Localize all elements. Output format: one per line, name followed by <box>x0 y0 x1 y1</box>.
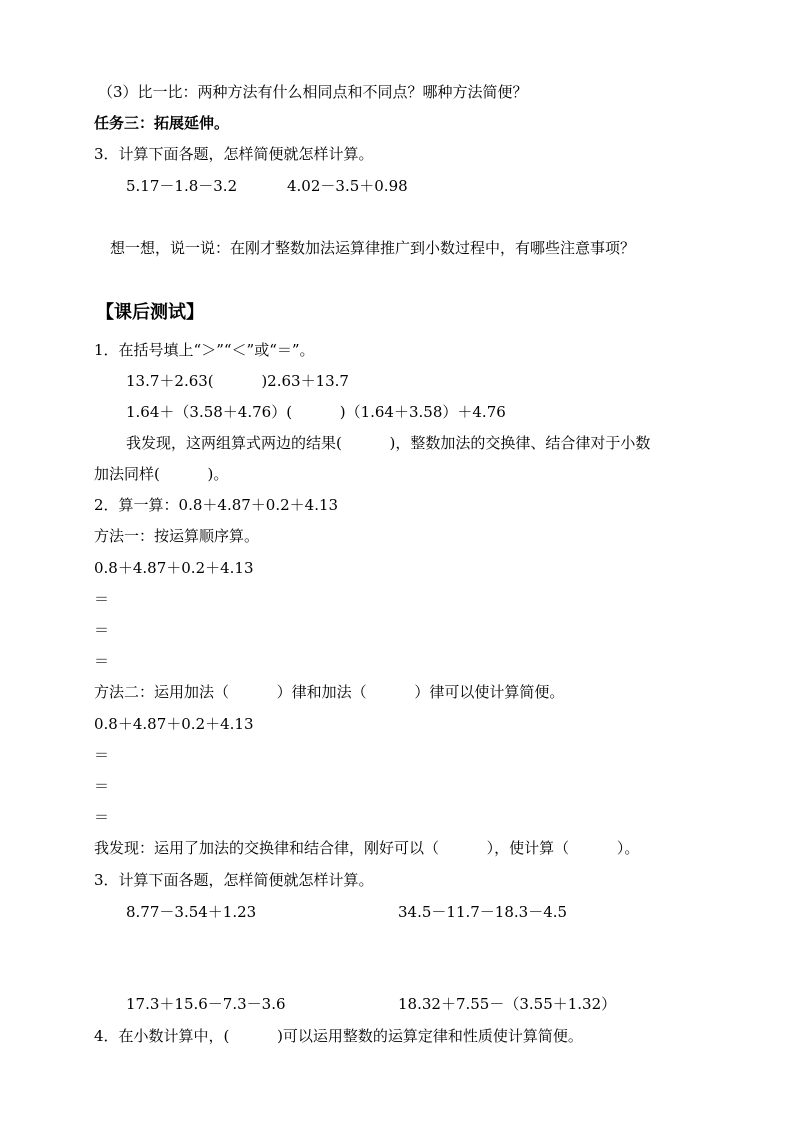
equals-sign: ＝ <box>94 652 110 670</box>
test-q3-expr-d: 18.32＋7.55－（3.55＋1.32） <box>398 995 617 1013</box>
think-question: 想一想，说一说：在刚才整数加法运算律推广到小数过程中，有哪些注意事项？ <box>110 239 636 257</box>
equals-sign: ＝ <box>94 808 110 826</box>
task3-expr-2: 4.02－3.5＋0.98 <box>287 177 408 195</box>
equals-sign: ＝ <box>94 590 110 608</box>
equals-sign: ＝ <box>94 777 110 795</box>
test-q2-prompt: 2．算一算：0.8＋4.87＋0.2＋4.13 <box>94 496 339 514</box>
test-q1-find-2: 加法同样( )。 <box>94 465 229 483</box>
task3-q3-prompt: 3．计算下面各题，怎样简便就怎样计算。 <box>94 145 374 163</box>
equals-sign: ＝ <box>94 621 110 639</box>
test-heading: 【课后测试】 <box>96 302 204 323</box>
test-q3-prompt: 3．计算下面各题，怎样简便就怎样计算。 <box>94 871 374 889</box>
test-q4: 4．在小数计算中，( )可以运用整数的运算定律和性质使计算简便。 <box>94 1027 583 1045</box>
test-q1-prompt: 1．在括号填上“＞”“＜”或“＝”。 <box>94 341 315 359</box>
test-q1-line1: 13.7＋2.63( )2.63＋13.7 <box>126 372 349 390</box>
compare-question: （3）比一比：两种方法有什么相同点和不同点？哪种方法简便？ <box>98 83 528 101</box>
test-q3-expr-c: 17.3＋15.6－7.3－3.6 <box>126 995 286 1013</box>
test-q2-method2: 方法二：运用加法（ ）律和加法（ ）律可以使计算简便。 <box>94 683 565 701</box>
task3-expr-1: 5.17－1.8－3.2 <box>126 177 238 195</box>
task3-heading: 任务三：拓展延伸。 <box>94 114 230 132</box>
test-q3-expr-b: 34.5－11.7－18.3－4.5 <box>398 903 568 921</box>
test-q1-find-1: 我发现，这两组算式两边的结果( )，整数加法的交换律、结合律对于小数 <box>126 434 651 452</box>
test-q2-method1: 方法一：按运算顺序算。 <box>94 527 260 545</box>
equals-sign: ＝ <box>94 746 110 764</box>
test-q3-expr-a: 8.77－3.54＋1.23 <box>126 903 257 921</box>
test-q2-method1-expr: 0.8＋4.87＋0.2＋4.13 <box>94 559 254 577</box>
test-q1-line2: 1.64＋（3.58＋4.76）( )（1.64＋3.58）＋4.76 <box>126 403 506 421</box>
test-q2-method2-expr: 0.8＋4.87＋0.2＋4.13 <box>94 715 254 733</box>
test-q2-find: 我发现：运用了加法的交换律和结合律，刚好可以（ ），使计算（ ）。 <box>94 839 640 857</box>
